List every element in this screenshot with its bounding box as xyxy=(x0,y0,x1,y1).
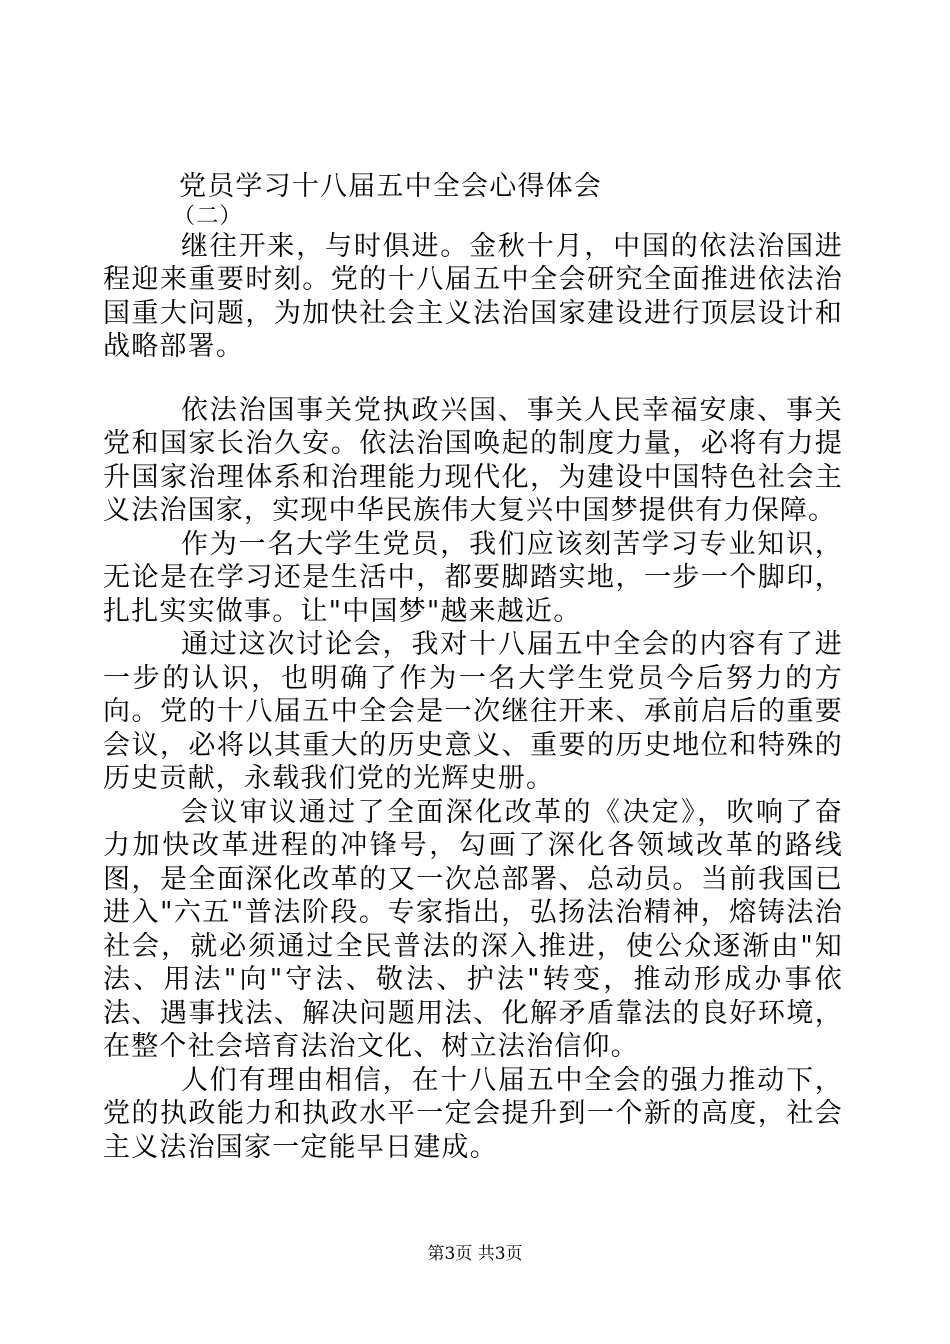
paragraph-student-member: 作为一名大学生党员，我们应该刻苦学习专业知识，无论是在学习还是生活中，都要脚踏实地，一步一个脚印，扎扎实实做事。让"中国梦"越来越近。 xyxy=(103,528,843,627)
paragraph-conclusion: 人们有理由相信，在十八届五中全会的强力推动下，党的执政能力和执政水平一定会提升到一个新的高度，社会主义法治国家一定能早日建成。 xyxy=(103,1064,843,1163)
paragraph-discussion: 通过这次讨论会，我对十八届五中全会的内容有了进一步的认识，也明确了作为一名大学生党员今后努力的方向。党的十八届五中全会是一次继往开来、承前启后的重要会议，必将以其重大的历史意义、重要的历史地位和特殊的历史贡献，永载我们党的光辉史册。 xyxy=(103,629,843,794)
document-subtitle: （二） xyxy=(173,203,243,229)
document-title: 党员学习十八届五中全会心得体会 xyxy=(179,171,602,202)
page-number-footer: 第3页 共3页 xyxy=(427,1244,523,1264)
paragraph-intro: 继往开来，与时俱进。金秋十月，中国的依法治国进程迎来重要时刻。党的十八届五中全会研究全面推进依法治国重大问题，为加快社会主义法治国家建设进行顶层设计和战略部署。 xyxy=(103,230,843,362)
paragraph-reform-decision: 会议审议通过了全面深化改革的《决定》，吹响了奋力加快改革进程的冲锋号，勾画了深化各领域改革的路线图，是全面深化改革的又一次总部署、总动员。当前我国已进入"六五"普法阶段。专家指出，弘扬法治精神，熔铸法治社会，就必须通过全民普法的深入推进，使公众逐渐由"知法、用法"向"守法、敬法、护法"转变，推动形成办事依法、遇事找法、解决问题用法、化解矛盾靠法的良好环境，在整个社会培育法治文化、树立法治信仰。 xyxy=(103,796,843,1062)
document-body xyxy=(103,170,843,1164)
paragraph-rule-of-law: 依法治国事关党执政兴国、事关人民幸福安康、事关党和国家长治久安。依法治国唤起的制度力量，必将有力提升国家治理体系和治理能力现代化，为建设中国特色社会主义法治国家，实现中华民族伟大复兴中国梦提供有力保障。 xyxy=(103,394,843,526)
